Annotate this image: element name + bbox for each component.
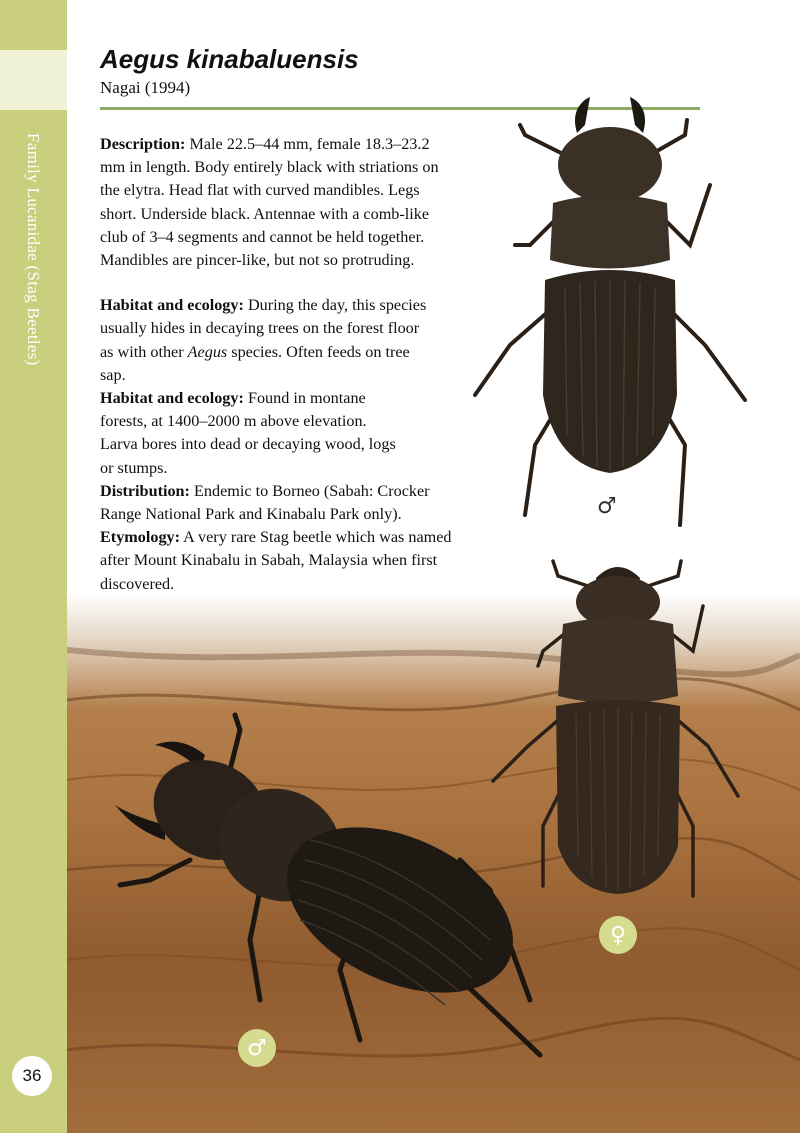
description-label: Description:	[100, 135, 186, 153]
family-label-text: Family Lucanidae (Stag Beetles)	[24, 133, 43, 366]
male-symbol-top: ♂	[597, 494, 617, 519]
habitat-paragraph-1: Habitat and ecology: During the day, this species usually hides in decaying trees on the forest floor as with other Aegus species. Often feeds on tree sap.	[100, 296, 427, 384]
side-band-highlight	[0, 50, 67, 110]
species-text	[100, 133, 452, 596]
female-symbol-badge: ♀	[599, 916, 637, 954]
habitat-paragraph-2: Habitat and ecology: Found in montane forests, at 1400–2000 m above elevation. Larva bores into dead or decaying wood, logs or stumps.	[100, 389, 396, 477]
family-label	[19, 133, 49, 413]
male-beetle-photo-top	[465, 95, 755, 535]
habitat-label-2: Habitat and ecology:	[100, 389, 244, 408]
habitat-label-1: Habitat and ecology:	[100, 296, 244, 315]
page-number: 36	[12, 1056, 52, 1096]
male-beetle-photo-large	[110, 710, 550, 1070]
species-title: Aegus kinabaluensis	[100, 44, 359, 74]
description-paragraph: Description: Male 22.5–44 mm, female 18.3–23.2 mm in length. Body entirely black with striations on the elytra. Head flat with curved mandibles. Legs short. Underside black. Antennae with a comb-like club of 3–4 segments and cannot be held together. Mandibles are pincer-like, but not so protruding.	[100, 135, 439, 270]
etymology-label: Etymology:	[100, 528, 181, 547]
species-author: Nagai (1994)	[100, 78, 191, 97]
male-symbol-badge: ♂	[238, 1029, 276, 1067]
distribution-paragraph: Distribution: Endemic to Borneo (Sabah: Crocker Range National Park and Kinabalu Park only).	[100, 481, 430, 524]
etymology-paragraph: Etymology: A very rare Stag beetle which was named after Mount Kinabalu in Sabah, Malaysia when first discovered.	[100, 528, 452, 593]
distribution-label: Distribution:	[100, 481, 190, 500]
